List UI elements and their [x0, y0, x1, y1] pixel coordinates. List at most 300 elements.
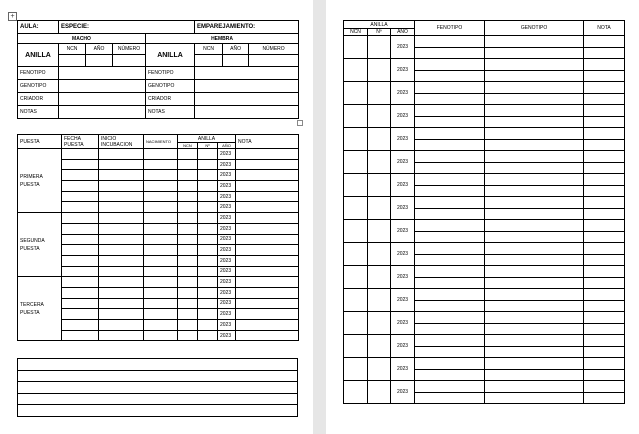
nota-cell[interactable] [236, 234, 299, 245]
chick-fenotipo-cell[interactable] [415, 277, 485, 289]
chick-fenotipo-cell[interactable] [415, 151, 485, 163]
nacimiento-cell[interactable] [144, 330, 178, 341]
chick-n-cell[interactable] [368, 266, 391, 289]
chick-nota-cell[interactable] [584, 151, 625, 163]
chick-nota-cell[interactable] [584, 139, 625, 151]
chick-genotipo-cell[interactable] [485, 231, 584, 243]
ano-cell[interactable]: 2023 [218, 277, 236, 288]
hembra-ncn-cell[interactable] [195, 55, 223, 67]
ncn-cell[interactable] [178, 309, 198, 320]
hembra-numero-cell[interactable] [249, 55, 299, 67]
chick-n-cell[interactable] [368, 312, 391, 335]
chick-genotipo-cell[interactable] [485, 174, 584, 186]
chick-ano-cell[interactable]: 2023 [391, 59, 415, 82]
n-cell[interactable] [198, 223, 218, 234]
chick-genotipo-cell[interactable] [485, 369, 584, 381]
inicio-incubacion-cell[interactable] [99, 245, 144, 256]
chick-genotipo-cell[interactable] [485, 128, 584, 140]
chick-n-cell[interactable] [368, 197, 391, 220]
inicio-incubacion-cell[interactable] [99, 287, 144, 298]
chick-genotipo-cell[interactable] [485, 139, 584, 151]
chick-fenotipo-cell[interactable] [415, 36, 485, 48]
chick-nota-cell[interactable] [584, 208, 625, 220]
ano-cell[interactable]: 2023 [218, 266, 236, 277]
nota-cell[interactable] [236, 202, 299, 213]
nacimiento-cell[interactable] [144, 309, 178, 320]
chick-genotipo-cell[interactable] [485, 59, 584, 71]
ano-cell[interactable]: 2023 [218, 223, 236, 234]
chick-nota-cell[interactable] [584, 243, 625, 255]
chick-genotipo-cell[interactable] [485, 243, 584, 255]
chick-ano-cell[interactable]: 2023 [391, 105, 415, 128]
notes-line[interactable] [18, 359, 298, 371]
nacimiento-cell[interactable] [144, 202, 178, 213]
n-cell[interactable] [198, 149, 218, 160]
chick-ncn-cell[interactable] [344, 381, 368, 404]
inicio-incubacion-cell[interactable] [99, 213, 144, 224]
puesta-group-label: TERCERA PUESTA [18, 277, 62, 341]
chick-n-cell[interactable] [368, 151, 391, 174]
inicio-incubacion-cell[interactable] [99, 298, 144, 309]
chick-genotipo-cell[interactable] [485, 381, 584, 393]
chick-ncn-cell[interactable] [344, 59, 368, 82]
hembra-notas-cell[interactable] [195, 106, 299, 119]
chick-fenotipo-cell[interactable] [415, 254, 485, 266]
chick-genotipo-cell[interactable] [485, 208, 584, 220]
nacimiento-cell[interactable] [144, 234, 178, 245]
nota-cell[interactable] [236, 287, 299, 298]
fecha-puesta-cell[interactable] [62, 191, 99, 202]
n-cell[interactable] [198, 266, 218, 277]
inicio-incubacion-cell[interactable] [99, 255, 144, 266]
chick-n-cell[interactable] [368, 358, 391, 381]
chick-genotipo-cell[interactable] [485, 151, 584, 163]
chick-genotipo-cell[interactable] [485, 358, 584, 370]
chick-nota-cell[interactable] [584, 174, 625, 186]
inicio-incubacion-cell[interactable] [99, 266, 144, 277]
chick-fenotipo-cell[interactable] [415, 47, 485, 59]
macho-genotipo-cell[interactable] [59, 80, 146, 93]
chick-nota-cell[interactable] [584, 185, 625, 197]
chick-nota-cell[interactable] [584, 36, 625, 48]
chick-fenotipo-cell[interactable] [415, 358, 485, 370]
chick-fenotipo-cell[interactable] [415, 139, 485, 151]
chick-genotipo-cell[interactable] [485, 346, 584, 358]
hembra-genotipo-cell[interactable] [195, 80, 299, 93]
chick-fenotipo-cell[interactable] [415, 335, 485, 347]
ano-cell[interactable]: 2023 [218, 298, 236, 309]
ncn-cell[interactable] [178, 234, 198, 245]
hembra-notas-label: NOTAS [146, 106, 195, 119]
fecha-puesta-cell[interactable] [62, 287, 99, 298]
table-move-handle-icon[interactable]: + [8, 12, 17, 21]
ano-cell[interactable]: 2023 [218, 287, 236, 298]
n-cell[interactable] [198, 213, 218, 224]
fecha-puesta-cell[interactable] [62, 170, 99, 181]
nacimiento-cell[interactable] [144, 266, 178, 277]
chick-ano-cell[interactable]: 2023 [391, 243, 415, 266]
nacimiento-cell[interactable] [144, 320, 178, 331]
chick-genotipo-cell[interactable] [485, 323, 584, 335]
chick-fenotipo-cell[interactable] [415, 369, 485, 381]
chick-genotipo-cell[interactable] [485, 47, 584, 59]
chick-genotipo-cell[interactable] [485, 116, 584, 128]
chick-fenotipo-cell[interactable] [415, 105, 485, 117]
ano-cell[interactable]: 2023 [218, 202, 236, 213]
inicio-incubacion-cell[interactable] [99, 202, 144, 213]
ano-cell[interactable]: 2023 [218, 245, 236, 256]
chick-fenotipo-cell[interactable] [415, 289, 485, 301]
chick-fenotipo-cell[interactable] [415, 231, 485, 243]
nacimiento-cell[interactable] [144, 191, 178, 202]
n-cell[interactable] [198, 255, 218, 266]
especie-field[interactable] [59, 21, 195, 34]
chick-nota-cell[interactable] [584, 300, 625, 312]
chick-row [344, 82, 625, 94]
nota-cell[interactable] [236, 213, 299, 224]
chick-fenotipo-cell[interactable] [415, 59, 485, 71]
chick-genotipo-cell[interactable] [485, 70, 584, 82]
chick-nota-cell[interactable] [584, 346, 625, 358]
chick-fenotipo-cell[interactable] [415, 392, 485, 404]
chick-ano-cell[interactable]: 2023 [391, 381, 415, 404]
chick-ncn-cell[interactable] [344, 105, 368, 128]
ncn-cell[interactable] [178, 191, 198, 202]
chick-fenotipo-cell[interactable] [415, 162, 485, 174]
nacimiento-cell[interactable] [144, 287, 178, 298]
ncn-cell[interactable] [178, 170, 198, 181]
nota-cell[interactable] [236, 309, 299, 320]
inicio-incubacion-cell[interactable] [99, 170, 144, 181]
ncn-cell[interactable] [178, 223, 198, 234]
chick-genotipo-cell[interactable] [485, 266, 584, 278]
chick-genotipo-cell[interactable] [485, 254, 584, 266]
chick-ncn-cell[interactable] [344, 289, 368, 312]
macho-criador-cell[interactable] [59, 93, 146, 106]
chick-nota-cell[interactable] [584, 369, 625, 381]
chick-fenotipo-cell[interactable] [415, 93, 485, 105]
macho-numero-cell[interactable] [113, 55, 146, 67]
ano-cell[interactable]: 2023 [218, 149, 236, 160]
fecha-puesta-cell[interactable] [62, 159, 99, 170]
chick-nota-cell[interactable] [584, 277, 625, 289]
chick-genotipo-cell[interactable] [485, 93, 584, 105]
ncn-cell[interactable] [178, 277, 198, 288]
chick-genotipo-cell[interactable] [485, 300, 584, 312]
chick-nota-cell[interactable] [584, 105, 625, 117]
chick-fenotipo-cell[interactable] [415, 82, 485, 94]
chick-nota-cell[interactable] [584, 220, 625, 232]
chick-fenotipo-cell[interactable] [415, 185, 485, 197]
nota-cell[interactable] [236, 181, 299, 192]
ncn-cell[interactable] [178, 287, 198, 298]
nota-cell[interactable] [236, 149, 299, 160]
chick-row [344, 128, 625, 140]
chick-nota-cell[interactable] [584, 266, 625, 278]
chick-n-cell[interactable] [368, 82, 391, 105]
inicio-incubacion-header: INICIO INCUBACION [99, 135, 144, 149]
n-cell[interactable] [198, 320, 218, 331]
nota-cell[interactable] [236, 223, 299, 234]
chick-n-cell[interactable] [368, 243, 391, 266]
fecha-puesta-cell[interactable] [62, 245, 99, 256]
chick-nota-cell[interactable] [584, 128, 625, 140]
nacimiento-cell[interactable] [144, 245, 178, 256]
chick-fenotipo-cell[interactable] [415, 300, 485, 312]
nota-cell[interactable] [236, 298, 299, 309]
ncn-cell[interactable] [178, 255, 198, 266]
macho-ano-cell[interactable] [86, 55, 113, 67]
ano-cell[interactable]: 2023 [218, 255, 236, 266]
notes-line[interactable] [18, 393, 298, 405]
chick-fenotipo-cell[interactable] [415, 220, 485, 232]
chick-fenotipo-cell[interactable] [415, 208, 485, 220]
fecha-puesta-cell[interactable] [62, 298, 99, 309]
chick-nota-cell[interactable] [584, 82, 625, 94]
ano-cell[interactable]: 2023 [218, 191, 236, 202]
chick-nota-cell[interactable] [584, 116, 625, 128]
chick-nota-cell[interactable] [584, 289, 625, 301]
chick-fenotipo-cell[interactable] [415, 323, 485, 335]
chick-genotipo-cell[interactable] [485, 277, 584, 289]
nacimiento-cell[interactable] [144, 213, 178, 224]
n-cell[interactable] [198, 159, 218, 170]
chick-ano-cell[interactable]: 2023 [391, 266, 415, 289]
inicio-incubacion-cell[interactable] [99, 234, 144, 245]
chick-ano-cell[interactable]: 2023 [391, 151, 415, 174]
chick-nota-cell[interactable] [584, 231, 625, 243]
chick-n-cell[interactable] [368, 220, 391, 243]
chick-nota-cell[interactable] [584, 93, 625, 105]
fecha-puesta-cell[interactable] [62, 309, 99, 320]
chick-n-cell[interactable] [368, 174, 391, 197]
macho-notas-cell[interactable] [59, 106, 146, 119]
table-resize-handle-icon[interactable] [297, 120, 303, 126]
nacimiento-cell[interactable] [144, 181, 178, 192]
n-cell[interactable] [198, 202, 218, 213]
chick-fenotipo-cell[interactable] [415, 243, 485, 255]
fecha-puesta-cell[interactable] [62, 234, 99, 245]
hembra-criador-cell[interactable] [195, 93, 299, 106]
inicio-incubacion-cell[interactable] [99, 191, 144, 202]
chick-genotipo-cell[interactable] [485, 392, 584, 404]
nota-cell[interactable] [236, 170, 299, 181]
ncn-cell[interactable] [178, 320, 198, 331]
chick-fenotipo-cell[interactable] [415, 266, 485, 278]
ano-cell[interactable]: 2023 [218, 181, 236, 192]
chick-nota-cell[interactable] [584, 70, 625, 82]
n-cell[interactable] [198, 309, 218, 320]
chick-fenotipo-cell[interactable] [415, 128, 485, 140]
nota-cell[interactable] [236, 191, 299, 202]
hembra-ano-cell[interactable] [223, 55, 249, 67]
nota-cell[interactable] [236, 255, 299, 266]
n-cell[interactable] [198, 298, 218, 309]
inicio-incubacion-cell[interactable] [99, 309, 144, 320]
n-cell[interactable] [198, 245, 218, 256]
ano-cell[interactable]: 2023 [218, 330, 236, 341]
chick-fenotipo-cell[interactable] [415, 70, 485, 82]
chick-ncn-cell[interactable] [344, 174, 368, 197]
ncn-cell[interactable] [178, 202, 198, 213]
chick-ano-cell[interactable]: 2023 [391, 174, 415, 197]
ncn-cell[interactable] [178, 330, 198, 341]
chick-nota-cell[interactable] [584, 312, 625, 324]
chick-genotipo-cell[interactable] [485, 220, 584, 232]
chick-ano-cell[interactable]: 2023 [391, 36, 415, 59]
chick-genotipo-cell[interactable] [485, 197, 584, 209]
chick-n-cell[interactable] [368, 36, 391, 59]
ano-cell[interactable]: 2023 [218, 234, 236, 245]
nota-cell[interactable] [236, 245, 299, 256]
nota-cell[interactable] [236, 159, 299, 170]
nota-cell[interactable] [236, 266, 299, 277]
macho-ncn-cell[interactable] [59, 55, 86, 67]
fecha-puesta-cell[interactable] [62, 149, 99, 160]
chick-ano-cell[interactable]: 2023 [391, 128, 415, 151]
macho-ncn-label: NCN [59, 44, 86, 55]
ncn-cell[interactable] [178, 181, 198, 192]
chick-fenotipo-cell[interactable] [415, 116, 485, 128]
ano-cell[interactable]: 2023 [218, 159, 236, 170]
fecha-puesta-cell[interactable] [62, 213, 99, 224]
chick-ano-cell[interactable]: 2023 [391, 358, 415, 381]
chick-genotipo-cell[interactable] [485, 105, 584, 117]
fecha-puesta-cell[interactable] [62, 202, 99, 213]
inicio-incubacion-cell[interactable] [99, 159, 144, 170]
chick-n-cell[interactable] [368, 128, 391, 151]
chick-nota-cell[interactable] [584, 323, 625, 335]
chick-fenotipo-cell[interactable] [415, 174, 485, 186]
hembra-fenotipo-cell[interactable] [195, 67, 299, 80]
fecha-puesta-cell[interactable] [62, 223, 99, 234]
chick-genotipo-cell[interactable] [485, 289, 584, 301]
ano-cell[interactable]: 2023 [218, 213, 236, 224]
nacimiento-cell[interactable] [144, 255, 178, 266]
chick-n-cell[interactable] [368, 289, 391, 312]
chick-nota-cell[interactable] [584, 335, 625, 347]
chick-genotipo-cell[interactable] [485, 185, 584, 197]
chick-fenotipo-cell[interactable] [415, 312, 485, 324]
chick-nota-cell[interactable] [584, 392, 625, 404]
chick-n-cell[interactable] [368, 105, 391, 128]
fecha-puesta-cell[interactable] [62, 320, 99, 331]
nacimiento-cell[interactable] [144, 223, 178, 234]
chick-genotipo-cell[interactable] [485, 162, 584, 174]
ncn-cell[interactable] [178, 149, 198, 160]
n-cell[interactable] [198, 170, 218, 181]
chick-nota-cell[interactable] [584, 358, 625, 370]
chick-ncn-cell[interactable] [344, 220, 368, 243]
nacimiento-cell[interactable] [144, 298, 178, 309]
ncn-cell[interactable] [178, 266, 198, 277]
chick-genotipo-cell[interactable] [485, 312, 584, 324]
notes-line[interactable] [18, 382, 298, 394]
chick-nota-cell[interactable] [584, 254, 625, 266]
chick-ano-cell[interactable]: 2023 [391, 335, 415, 358]
chick-genotipo-cell[interactable] [485, 36, 584, 48]
chick-ncn-cell[interactable] [344, 335, 368, 358]
inicio-incubacion-cell[interactable] [99, 181, 144, 192]
chick-n-cell[interactable] [368, 381, 391, 404]
chick-n-cell[interactable] [368, 335, 391, 358]
chick-ncn-cell[interactable] [344, 36, 368, 59]
nacimiento-cell[interactable] [144, 159, 178, 170]
ano-cell[interactable]: 2023 [218, 320, 236, 331]
ano-cell[interactable]: 2023 [218, 309, 236, 320]
emparejamiento-field[interactable] [195, 21, 299, 34]
notes-line[interactable] [18, 405, 298, 417]
inicio-incubacion-cell[interactable] [99, 320, 144, 331]
inicio-incubacion-cell[interactable] [99, 330, 144, 341]
nacimiento-cell[interactable] [144, 170, 178, 181]
nota-cell[interactable] [236, 320, 299, 331]
chick-ncn-cell[interactable] [344, 312, 368, 335]
inicio-incubacion-cell[interactable] [99, 149, 144, 160]
ncn-cell[interactable] [178, 298, 198, 309]
macho-fenotipo-cell[interactable] [59, 67, 146, 80]
chick-ano-cell[interactable]: 2023 [391, 289, 415, 312]
chick-ncn-cell[interactable] [344, 82, 368, 105]
n-cell[interactable] [198, 234, 218, 245]
chick-nota-cell[interactable] [584, 47, 625, 59]
n-cell[interactable] [198, 330, 218, 341]
chick-ano-cell[interactable]: 2023 [391, 312, 415, 335]
chick-ano-cell[interactable]: 2023 [391, 82, 415, 105]
n-cell[interactable] [198, 277, 218, 288]
ncn-cell[interactable] [178, 245, 198, 256]
chick-nota-cell[interactable] [584, 59, 625, 71]
notes-line[interactable] [18, 370, 298, 382]
nota-cell[interactable] [236, 330, 299, 341]
chick-nota-cell[interactable] [584, 381, 625, 393]
inicio-incubacion-cell[interactable] [99, 277, 144, 288]
nacimiento-cell[interactable] [144, 277, 178, 288]
nacimiento-header: NACIMIENTO [144, 135, 178, 149]
fecha-puesta-cell[interactable] [62, 181, 99, 192]
ncn-cell[interactable] [178, 159, 198, 170]
chick-ncn-cell[interactable] [344, 151, 368, 174]
nacimiento-cell[interactable] [144, 149, 178, 160]
fecha-puesta-cell[interactable] [62, 330, 99, 341]
chick-ano-cell[interactable]: 2023 [391, 197, 415, 220]
chick-ncn-cell[interactable] [344, 243, 368, 266]
chick-ncn-cell[interactable] [344, 128, 368, 151]
fecha-puesta-cell[interactable] [62, 266, 99, 277]
fecha-puesta-cell[interactable] [62, 277, 99, 288]
chick-ncn-cell[interactable] [344, 358, 368, 381]
n-cell[interactable] [198, 287, 218, 298]
chick-fenotipo-cell[interactable] [415, 197, 485, 209]
chick-fenotipo-cell[interactable] [415, 346, 485, 358]
n-cell[interactable] [198, 191, 218, 202]
chick-n-cell[interactable] [368, 59, 391, 82]
chick-ano-cell[interactable]: 2023 [391, 220, 415, 243]
chick-nota-cell[interactable] [584, 162, 625, 174]
inicio-incubacion-cell[interactable] [99, 223, 144, 234]
nota-cell[interactable] [236, 277, 299, 288]
ano-cell[interactable]: 2023 [218, 170, 236, 181]
chick-fenotipo-cell[interactable] [415, 381, 485, 393]
chick-genotipo-cell[interactable] [485, 82, 584, 94]
fecha-puesta-cell[interactable] [62, 255, 99, 266]
ncn-cell[interactable] [178, 213, 198, 224]
n-cell[interactable] [198, 181, 218, 192]
chick-genotipo-cell[interactable] [485, 335, 584, 347]
chick-ncn-cell[interactable] [344, 266, 368, 289]
chick-ncn-cell[interactable] [344, 197, 368, 220]
chick-nota-cell[interactable] [584, 197, 625, 209]
